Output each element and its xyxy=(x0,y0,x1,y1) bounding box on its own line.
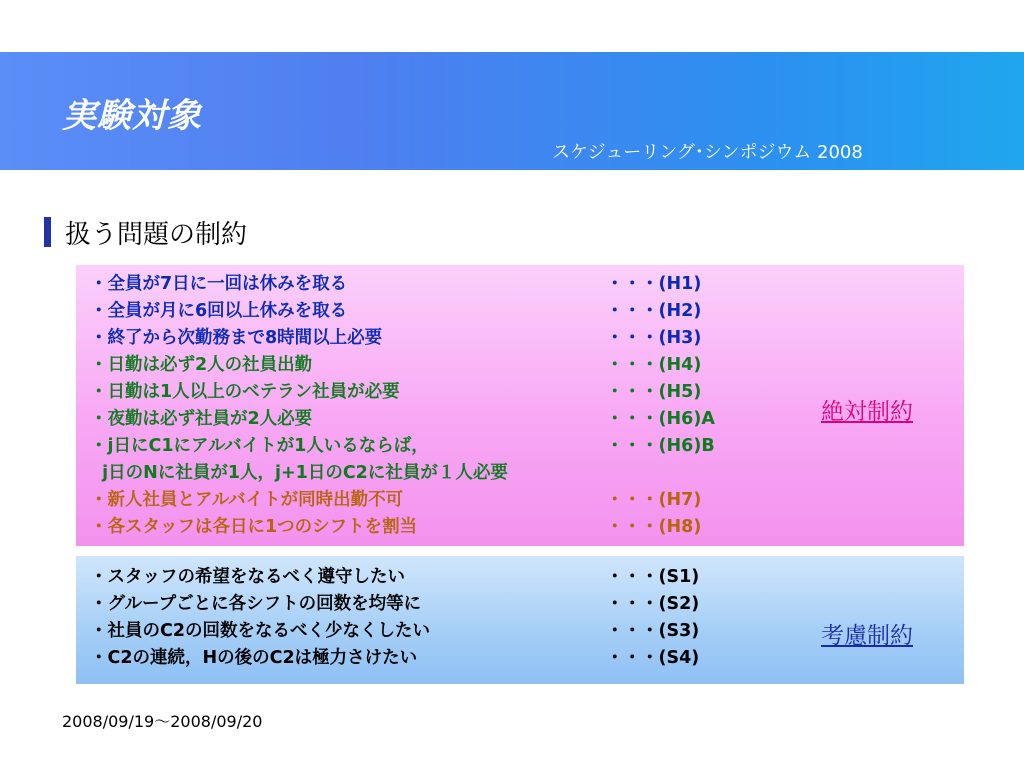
constraint-text: ・新人社員とアルバイトが同時出勤不可 xyxy=(90,490,404,510)
section-heading xyxy=(44,216,247,248)
constraint-text: ・日勤は必ず2人の社員出勤 xyxy=(90,355,313,375)
soft-constraints-box xyxy=(76,556,964,684)
constraint-text: ・全員が7日に一回は休みを取る xyxy=(90,274,348,294)
title-banner xyxy=(0,52,1024,170)
constraint-code: ・・・(S1) xyxy=(606,567,700,587)
constraint-text: ・夜勤は必ず社員が2人必要 xyxy=(90,409,313,429)
constraint-text: ・終了から次勤務まで8時間以上必要 xyxy=(90,328,383,348)
conference-subtitle: スケジューリング･シンポジウム 2008 xyxy=(552,142,863,163)
constraint-code: ・・・(H7) xyxy=(606,490,702,510)
slide-title: 実験対象 xyxy=(62,96,202,136)
date-footer: 2008/09/19〜2008/09/20 xyxy=(62,712,263,731)
constraint-text: j日のNに社員が1人，j+1日のC2に社員が１人必要 xyxy=(90,463,508,483)
constraint-code: ・・・(H8) xyxy=(606,517,702,537)
absolute-constraints-link[interactable]: 絶対制約 xyxy=(821,399,913,425)
constraint-text: ・全員が月に6回以上休みを取る xyxy=(90,301,348,321)
constraint-text: ・j日にC1にアルバイトが1人いるならば， xyxy=(90,436,429,456)
section-heading-text: 扱う問題の制約 xyxy=(65,219,248,250)
constraint-text: ・日勤は1人以上のベテラン社員が必要 xyxy=(90,382,400,402)
constraint-code: ・・・(H5) xyxy=(606,382,702,402)
absolute-constraints-box xyxy=(76,265,964,546)
constraint-text: ・グループごとに各シフトの回数を均等に xyxy=(90,594,422,614)
constraint-text: ・各スタッフは各日に1つのシフトを割当 xyxy=(90,517,418,537)
constraint-text: ・C2の連続，Hの後のC2は極力さけたい xyxy=(90,648,418,668)
constraint-text: ・社員のC2の回数をなるべく少なくしたい xyxy=(90,621,431,641)
constraint-code: ・・・(S4) xyxy=(606,648,700,668)
heading-bullet-marker xyxy=(44,217,51,247)
constraint-code: ・・・(S2) xyxy=(606,594,700,614)
constraint-code: ・・・(S3) xyxy=(606,621,700,641)
constraint-code: ・・・(H6)B xyxy=(606,436,715,456)
soft-constraints-link[interactable]: 考慮制約 xyxy=(821,623,913,649)
constraint-code: ・・・(H6)A xyxy=(606,409,715,429)
constraint-code: ・・・(H2) xyxy=(606,301,702,321)
constraint-code: ・・・(H3) xyxy=(606,328,702,348)
constraint-code: ・・・(H4) xyxy=(606,355,702,375)
constraint-text: ・スタッフの希望をなるべく遵守したい xyxy=(90,567,405,587)
constraint-code: ・・・(H1) xyxy=(606,274,702,294)
